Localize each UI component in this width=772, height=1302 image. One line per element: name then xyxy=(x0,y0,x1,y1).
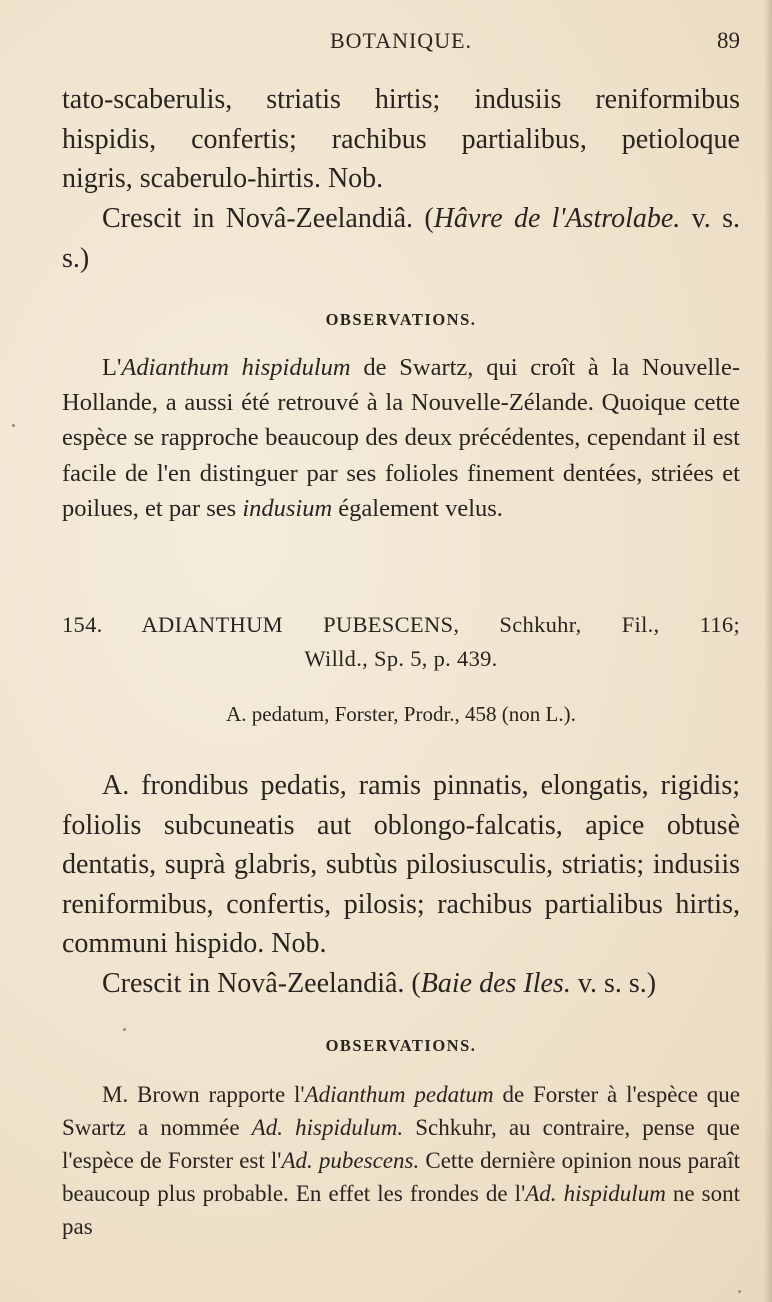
obs-text: L' xyxy=(102,354,122,381)
locality-suffix: v. s. s.) xyxy=(62,203,740,274)
paper-speck xyxy=(123,1028,126,1031)
page-number: 89 xyxy=(717,28,740,53)
locality-text: Crescit in Novâ-Zeelandiâ. ( xyxy=(102,203,434,234)
text-line: nigris, scaberulo-hirtis. Nob. xyxy=(62,163,384,194)
text-line: hispidis, confertis; rachibus partialibus, petioloque xyxy=(62,123,740,155)
locality-paragraph-2 xyxy=(62,964,740,1004)
species-line-1: 154. ADIANTHUM PUBESCENS, Schkuhr, Fil., 116; xyxy=(62,612,740,637)
species-description: A. frondibus pedatis, ramis pinnatis, elongatis, rigidis; foliolis subcuneatis aut oblongo-falcatis, apice obtusè dentatis, suprà glabris, subtùs pilosiusculis, striatis; indusiis reniformibus, confertis, pilosis; rachibus partialibus hirtis, communi hispido. Nob. xyxy=(62,770,740,959)
obs-text: de Forster à l'espèce que Swartz a nommée xyxy=(62,1082,740,1140)
synonym-line: A. pedatum, Forster, Prodr., 458 (non L.). xyxy=(226,702,576,726)
continued-description xyxy=(62,80,740,199)
locality-italic: Baie des Iles. xyxy=(420,968,571,999)
obs-italic: Ad. hispidulum. xyxy=(251,1115,404,1140)
text-line: tato-scaberulis, striatis hirtis; indusiis reniformibus xyxy=(62,84,740,115)
obs-italic: Ad. pubescens. xyxy=(281,1148,420,1173)
obs-italic: Adianthum pedatum xyxy=(304,1082,494,1107)
locality-suffix: v. s. s.) xyxy=(570,968,657,999)
observations-paragraph-2 xyxy=(62,1078,740,1243)
page-header xyxy=(62,28,740,58)
obs-text: Cette dernière opinion nous paraît beaucoup plus probable. En effet les frondes de l' xyxy=(62,1148,740,1206)
obs-text: de Swartz, qui croît à la Nouvelle-Hollande, a aussi été retrouvé à la Nouvelle-Zélande. Quoique cette espèce se rapproche beaucoup des deux précédentes, cependant il est facile de l'en distinguer par ses folioles finement dentées, striées et poilues, et par ses xyxy=(62,354,740,522)
observations-heading-1: OBSERVATIONS. xyxy=(325,310,477,329)
observations-paragraph-1 xyxy=(62,350,740,526)
locality-text: Crescit in Novâ-Zeelandiâ. ( xyxy=(102,968,421,999)
page-edge-shadow xyxy=(764,0,772,1302)
obs-text: Schkuhr, au contraire, pense que l'espèce de Forster est l' xyxy=(62,1115,741,1173)
species-line-2: Willd., Sp. 5, p. 439. xyxy=(304,646,498,671)
running-title: BOTANIQUE. xyxy=(329,28,473,53)
observations-heading-2: OBSERVATIONS. xyxy=(325,1036,477,1055)
obs-italic: Adianthum hispidulum xyxy=(121,354,351,381)
obs-italic: Ad. hispidulum xyxy=(525,1181,666,1206)
obs-text: M. Brown rapporte l' xyxy=(102,1082,305,1107)
obs-italic: indusium xyxy=(242,494,333,522)
obs-text: également velus. xyxy=(332,494,503,522)
obs-text: ne sont pas xyxy=(62,1181,740,1239)
paper-speck xyxy=(12,424,15,427)
paper-speck xyxy=(738,1290,741,1293)
species-heading xyxy=(62,608,740,676)
locality-paragraph-1 xyxy=(62,199,740,278)
locality-italic: Hâvre de l'Astrolabe. xyxy=(433,203,681,234)
